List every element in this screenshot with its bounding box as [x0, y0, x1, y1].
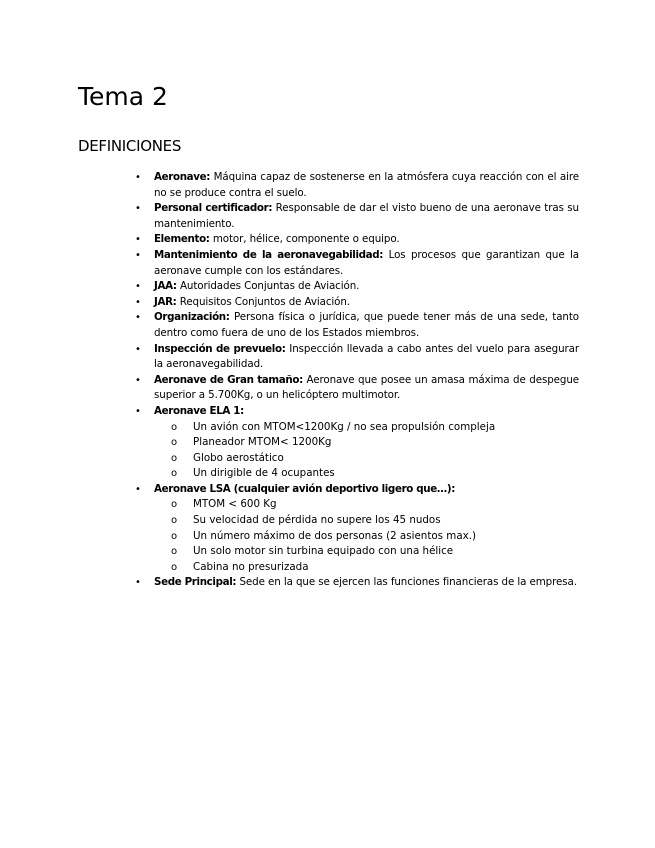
definition-term: JAA: — [154, 280, 177, 293]
sub-list-item — [154, 497, 579, 513]
sub-list-item — [154, 544, 579, 560]
definition-term: JAR: — [154, 295, 177, 308]
definition-item — [135, 310, 579, 341]
definition-term: Sede Principal: — [154, 576, 237, 589]
sub-item-text: Un dirigible de 4 ocupantes — [193, 467, 335, 480]
definition-text: Persona física o jurídica, que puede tener más de una sede, tanto dentro como fuera de uno de los Estados miembros. — [154, 311, 579, 339]
bullet-icon: • — [135, 312, 141, 324]
sub-list-item — [154, 420, 579, 436]
sub-bullet-icon: o — [171, 546, 178, 558]
sub-bullet-icon: o — [171, 499, 178, 511]
sub-bullet-icon: o — [171, 421, 178, 433]
definition-term: Elemento: — [154, 233, 210, 246]
definitions-list — [135, 170, 580, 591]
bullet-icon: • — [135, 343, 141, 355]
definition-term: Aeronave LSA (cualquier avión deportivo ligero que…): — [154, 482, 455, 495]
definition-text: Autoridades Conjuntas de Aviación. — [179, 280, 360, 293]
definition-item — [135, 279, 579, 295]
sub-list — [154, 420, 579, 482]
definition-term: Mantenimiento de la aeronavegabilidad: — [154, 248, 384, 261]
page-title: Tema 2 — [78, 82, 168, 111]
definition-text: Sede en la que se ejercen las funciones financieras de la empresa. — [239, 576, 577, 589]
definition-item — [135, 295, 579, 311]
definition-item — [135, 575, 579, 591]
sub-bullet-icon: o — [171, 468, 178, 480]
sub-bullet-icon: o — [171, 530, 178, 542]
sub-bullet-icon: o — [171, 437, 178, 449]
sub-list-item — [154, 513, 579, 529]
bullet-icon: • — [135, 234, 141, 246]
sub-list-item — [154, 435, 579, 451]
sub-item-text: MTOM < 600 Kg — [193, 498, 277, 511]
sub-list-item — [154, 529, 579, 545]
definition-term: Aeronave ELA 1: — [154, 404, 244, 417]
bullet-icon: • — [135, 172, 141, 183]
definition-item — [135, 482, 579, 576]
definition-item — [135, 248, 580, 279]
bullet-icon: • — [135, 203, 141, 215]
sub-bullet-icon: o — [171, 515, 178, 527]
definition-text: Responsable de dar el visto bueno de una aeronave tras su mantenimiento. — [154, 202, 579, 230]
sub-list — [154, 497, 579, 575]
sub-bullet-icon: o — [171, 452, 178, 464]
definition-item — [135, 232, 579, 248]
bullet-icon: • — [135, 577, 141, 589]
definition-text: Requisitos Conjuntos de Aviación. — [179, 295, 350, 308]
definition-item — [135, 342, 579, 373]
bullet-icon: • — [135, 483, 141, 495]
sub-item-text: Un avión con MTOM<1200Kg / no sea propulsión compleja — [193, 420, 496, 433]
bullet-icon: • — [135, 296, 141, 308]
definition-term: Personal certificador: — [154, 202, 273, 215]
bullet-icon: • — [135, 281, 141, 293]
definition-item — [135, 373, 579, 404]
definition-text: Inspección llevada a cabo antes del vuelo para asegurar la aeronavegabilidad. — [154, 342, 579, 371]
definition-term: Inspección de prevuelo: — [154, 342, 286, 355]
sub-list-item — [154, 466, 579, 482]
sub-bullet-icon: o — [171, 561, 178, 573]
sub-list-item — [154, 451, 579, 467]
sub-item-text: Globo aerostático — [193, 451, 284, 464]
sub-item-text: Un solo motor sin turbina equipado con una hélice — [193, 545, 454, 558]
definition-term: Organización: — [154, 311, 230, 324]
definition-text: Los procesos que garantizan que la aeronave cumple con los estándares. — [154, 248, 580, 277]
definition-term: Aeronave: — [154, 171, 211, 183]
section-heading: DEFINICIONES — [78, 137, 182, 155]
sub-item-text: Cabina no presurizada — [193, 560, 309, 573]
definition-term: Aeronave de Gran tamaño: — [154, 373, 303, 386]
definition-text: motor, hélice, componente o equipo. — [212, 233, 400, 246]
sub-item-text: Su velocidad de pérdida no supere los 45 nudos — [193, 514, 441, 527]
bullet-icon: • — [135, 405, 141, 417]
definition-item — [135, 404, 579, 482]
sub-item-text: Un número máximo de dos personas (2 asientos max.) — [193, 529, 477, 542]
definition-text: Máquina capaz de sostenerse en la atmósfera cuya reacción con el aire no se produce contra el suelo. — [154, 171, 579, 199]
definition-item — [135, 170, 579, 201]
bullet-icon: • — [135, 374, 141, 386]
definition-item — [135, 201, 579, 232]
bullet-icon: • — [135, 249, 141, 261]
definition-text: Aeronave que posee un amasa máxima de despegue superior a 5.700Kg, o un helicóptero multimotor. — [154, 373, 579, 402]
sub-item-text: Planeador MTOM< 1200Kg — [193, 436, 332, 449]
sub-list-item — [154, 560, 579, 576]
